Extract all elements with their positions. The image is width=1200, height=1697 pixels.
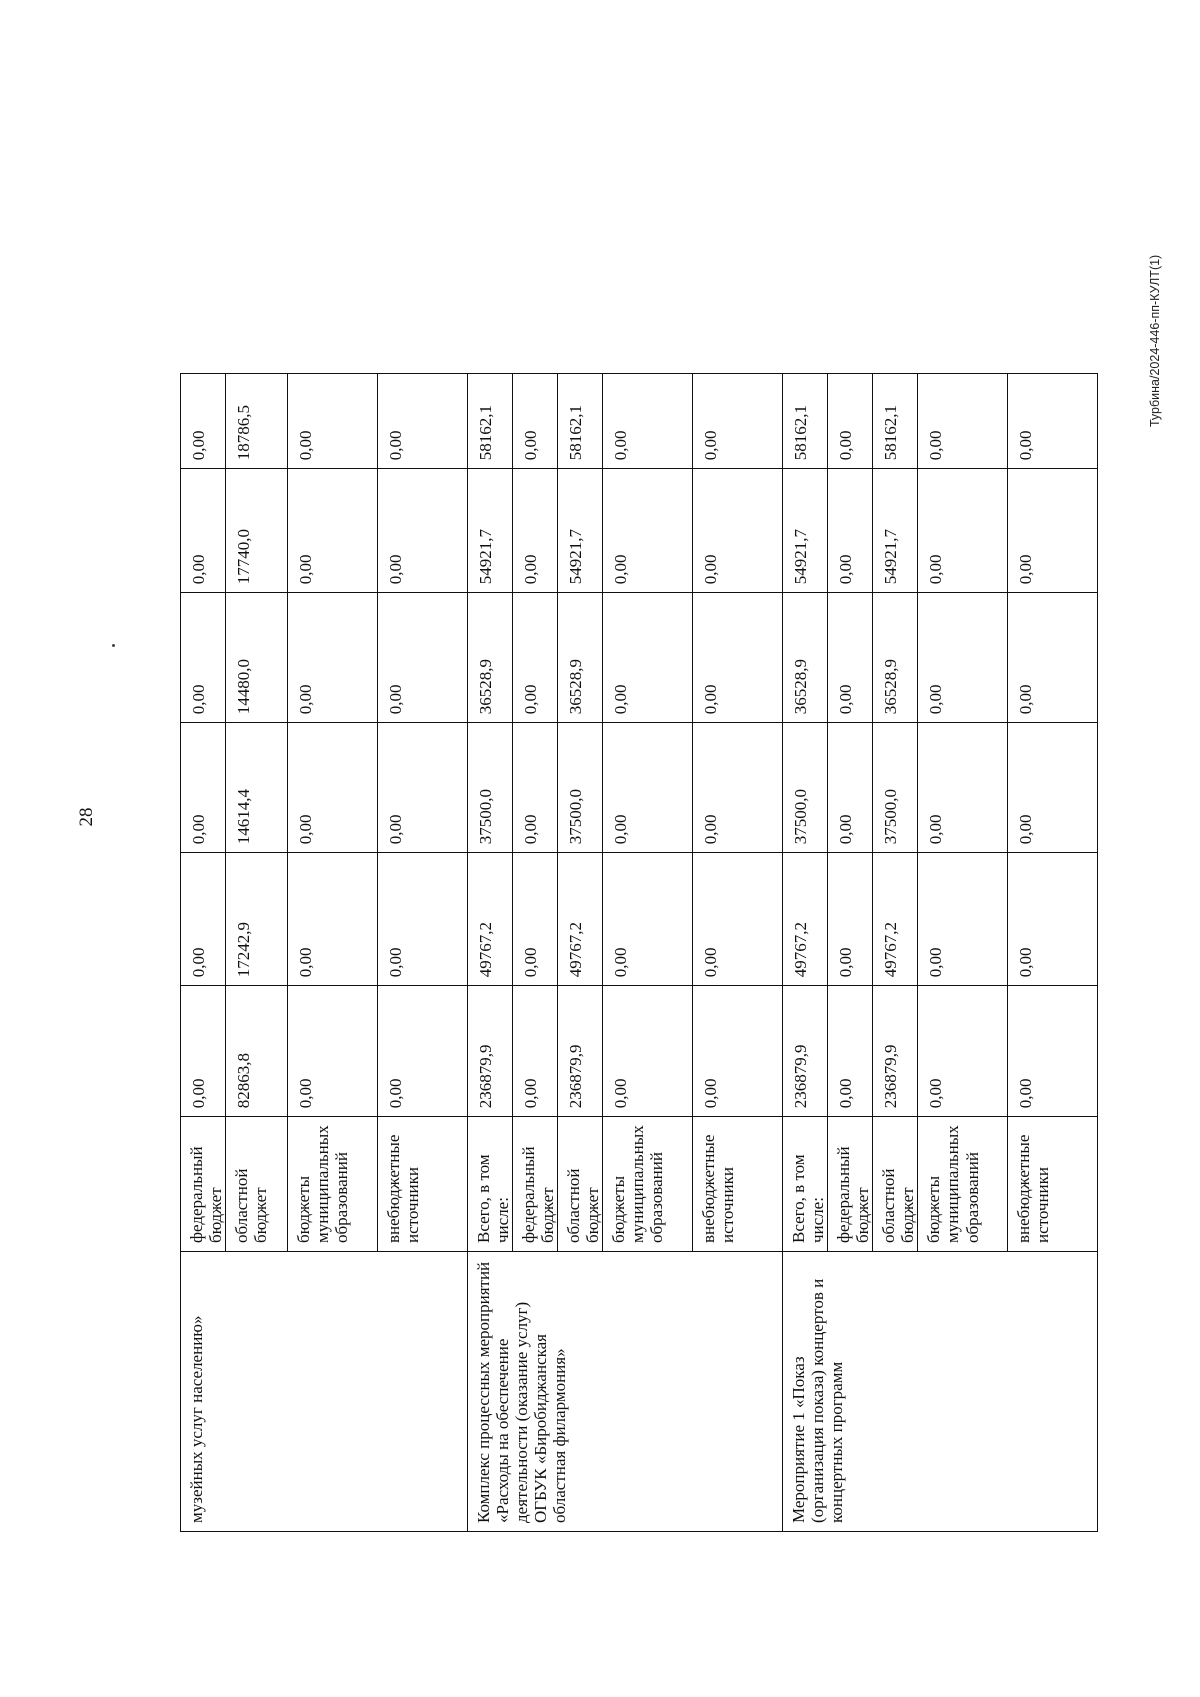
amount-cell: 49767,2: [468, 853, 513, 986]
funding-source-cell: бюджеты муниципальных образований: [603, 1117, 693, 1252]
amount-cell: 0,00: [1008, 986, 1098, 1117]
amount-cell: 0,00: [378, 374, 468, 469]
amount-cell: 0,00: [181, 593, 226, 723]
amount-cell: 0,00: [693, 853, 783, 986]
funding-source-cell: Всего, в том числе:: [468, 1117, 513, 1252]
funding-source-cell: областной бюджет: [226, 1117, 288, 1252]
amount-cell: 0,00: [1008, 723, 1098, 853]
amount-cell: 49767,2: [558, 853, 603, 986]
amount-cell: 0,00: [513, 986, 558, 1117]
amount-cell: 0,00: [603, 469, 693, 593]
funding-source-cell: бюджеты муниципальных образований: [918, 1117, 1008, 1252]
table-row: [783, 374, 828, 1532]
amount-cell: 0,00: [181, 723, 226, 853]
amount-cell: 0,00: [918, 723, 1008, 853]
amount-cell: 0,00: [603, 374, 693, 469]
amount-cell: 37500,0: [558, 723, 603, 853]
amount-cell: 236879,9: [873, 986, 918, 1117]
amount-cell: 0,00: [181, 853, 226, 986]
amount-cell: 82863,8: [226, 986, 288, 1117]
table-row: [468, 374, 513, 1532]
amount-cell: 0,00: [603, 593, 693, 723]
amount-cell: 17740,0: [226, 469, 288, 593]
funding-source-cell: бюджеты муниципальных образований: [288, 1117, 378, 1252]
amount-cell: 0,00: [603, 853, 693, 986]
amount-cell: 0,00: [918, 593, 1008, 723]
amount-cell: 0,00: [288, 469, 378, 593]
amount-cell: 37500,0: [873, 723, 918, 853]
table-row: [181, 374, 226, 1532]
amount-cell: 0,00: [693, 723, 783, 853]
amount-cell: 0,00: [828, 593, 873, 723]
amount-cell: 0,00: [693, 593, 783, 723]
amount-cell: 49767,2: [873, 853, 918, 986]
amount-cell: 0,00: [918, 986, 1008, 1117]
funding-source-cell: областной бюджет: [873, 1117, 918, 1252]
amount-cell: 0,00: [513, 593, 558, 723]
amount-cell: 54921,7: [783, 469, 828, 593]
section-name-cell: Мероприятие 1 «Показ (организация показа) концертов и концертных программ: [783, 1252, 1098, 1532]
funding-source-cell: внебюджетные источники: [1008, 1117, 1098, 1252]
amount-cell: 236879,9: [783, 986, 828, 1117]
amount-cell: 0,00: [378, 593, 468, 723]
amount-cell: 0,00: [513, 853, 558, 986]
amount-cell: 0,00: [603, 986, 693, 1117]
amount-cell: 14480,0: [226, 593, 288, 723]
amount-cell: 0,00: [513, 469, 558, 593]
amount-cell: 0,00: [513, 374, 558, 469]
amount-cell: 18786,5: [226, 374, 288, 469]
amount-cell: 37500,0: [468, 723, 513, 853]
page-number: 28: [76, 807, 97, 827]
amount-cell: 54921,7: [873, 469, 918, 593]
funding-source-cell: областной бюджет: [558, 1117, 603, 1252]
amount-cell: 0,00: [288, 593, 378, 723]
amount-cell: 0,00: [288, 374, 378, 469]
amount-cell: 0,00: [513, 723, 558, 853]
amount-cell: 0,00: [918, 374, 1008, 469]
funding-source-cell: внебюджетные источники: [693, 1117, 783, 1252]
amount-cell: 0,00: [693, 374, 783, 469]
amount-cell: 58162,1: [783, 374, 828, 469]
amount-cell: 0,00: [828, 853, 873, 986]
amount-cell: 236879,9: [468, 986, 513, 1117]
amount-cell: 0,00: [918, 853, 1008, 986]
amount-cell: 0,00: [181, 469, 226, 593]
amount-cell: 0,00: [288, 853, 378, 986]
amount-cell: 37500,0: [783, 723, 828, 853]
amount-cell: 0,00: [1008, 469, 1098, 593]
amount-cell: 0,00: [378, 723, 468, 853]
amount-cell: 58162,1: [873, 374, 918, 469]
amount-cell: 0,00: [828, 986, 873, 1117]
amount-cell: 54921,7: [558, 469, 603, 593]
amount-cell: 0,00: [828, 374, 873, 469]
amount-cell: 236879,9: [558, 986, 603, 1117]
amount-cell: 0,00: [918, 469, 1008, 593]
amount-cell: 0,00: [181, 374, 226, 469]
amount-cell: 58162,1: [468, 374, 513, 469]
amount-cell: 0,00: [828, 469, 873, 593]
section-name-cell: Комплекс процессных мероприятий «Расходы на обеспечение деятельности (оказание услуг) ОГБУК «Биробиджанская областная филармония»: [468, 1252, 783, 1532]
amount-cell: 36528,9: [468, 593, 513, 723]
funding-source-cell: федеральный бюджет: [513, 1117, 558, 1252]
amount-cell: 49767,2: [783, 853, 828, 986]
amount-cell: 0,00: [378, 469, 468, 593]
budget-table: [180, 373, 1098, 1532]
funding-source-cell: Всего, в том числе:: [783, 1117, 828, 1252]
amount-cell: 0,00: [288, 986, 378, 1117]
funding-source-cell: федеральный бюджет: [181, 1117, 226, 1252]
amount-cell: 0,00: [1008, 853, 1098, 986]
amount-cell: 36528,9: [558, 593, 603, 723]
amount-cell: 0,00: [378, 986, 468, 1117]
amount-cell: 17242,9: [226, 853, 288, 986]
amount-cell: 0,00: [378, 853, 468, 986]
amount-cell: 0,00: [181, 986, 226, 1117]
section-name-cell: музейных услуг населению»: [181, 1252, 468, 1532]
amount-cell: 0,00: [1008, 593, 1098, 723]
amount-cell: 14614,4: [226, 723, 288, 853]
amount-cell: 0,00: [603, 723, 693, 853]
amount-cell: 0,00: [288, 723, 378, 853]
document-code: Турбина/2024-446-пп-КУЛТ(1): [1148, 254, 1162, 427]
amount-cell: 58162,1: [558, 374, 603, 469]
scan-dot: [112, 644, 115, 647]
funding-source-cell: внебюджетные источники: [378, 1117, 468, 1252]
amount-cell: 0,00: [1008, 374, 1098, 469]
amount-cell: 0,00: [828, 723, 873, 853]
amount-cell: 0,00: [693, 469, 783, 593]
amount-cell: 0,00: [693, 986, 783, 1117]
amount-cell: 36528,9: [873, 593, 918, 723]
amount-cell: 36528,9: [783, 593, 828, 723]
amount-cell: 54921,7: [468, 469, 513, 593]
funding-source-cell: федеральный бюджет: [828, 1117, 873, 1252]
